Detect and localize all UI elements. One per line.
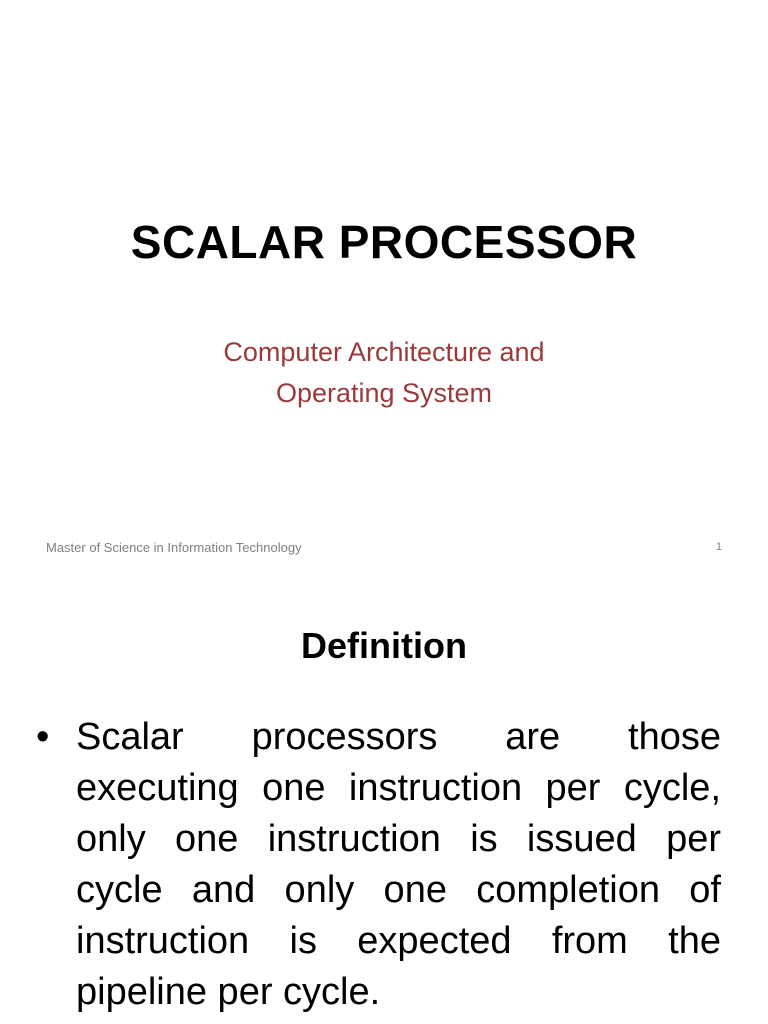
subtitle-line-2: Operating System [275,378,493,408]
definition-heading: Definition [301,625,467,666]
definition-slide [0,576,768,1024]
bullet-icon: • [36,716,50,758]
slide-subtitle [0,332,768,414]
bullet-list-item [36,712,721,1018]
bullet-text: Scalar processors are those executing one instruction per cycle, only one instruction is issued per cycle and only one completion of instruction is expected from the pipeline per cycle. [76,716,721,1013]
page-number: 1 [715,541,722,553]
subtitle-line-1: Computer Architecture and [223,337,545,367]
slide-title: SCALAR PROCESSOR [130,216,638,268]
slide-footer: Master of Science in Information Technology [46,540,302,555]
